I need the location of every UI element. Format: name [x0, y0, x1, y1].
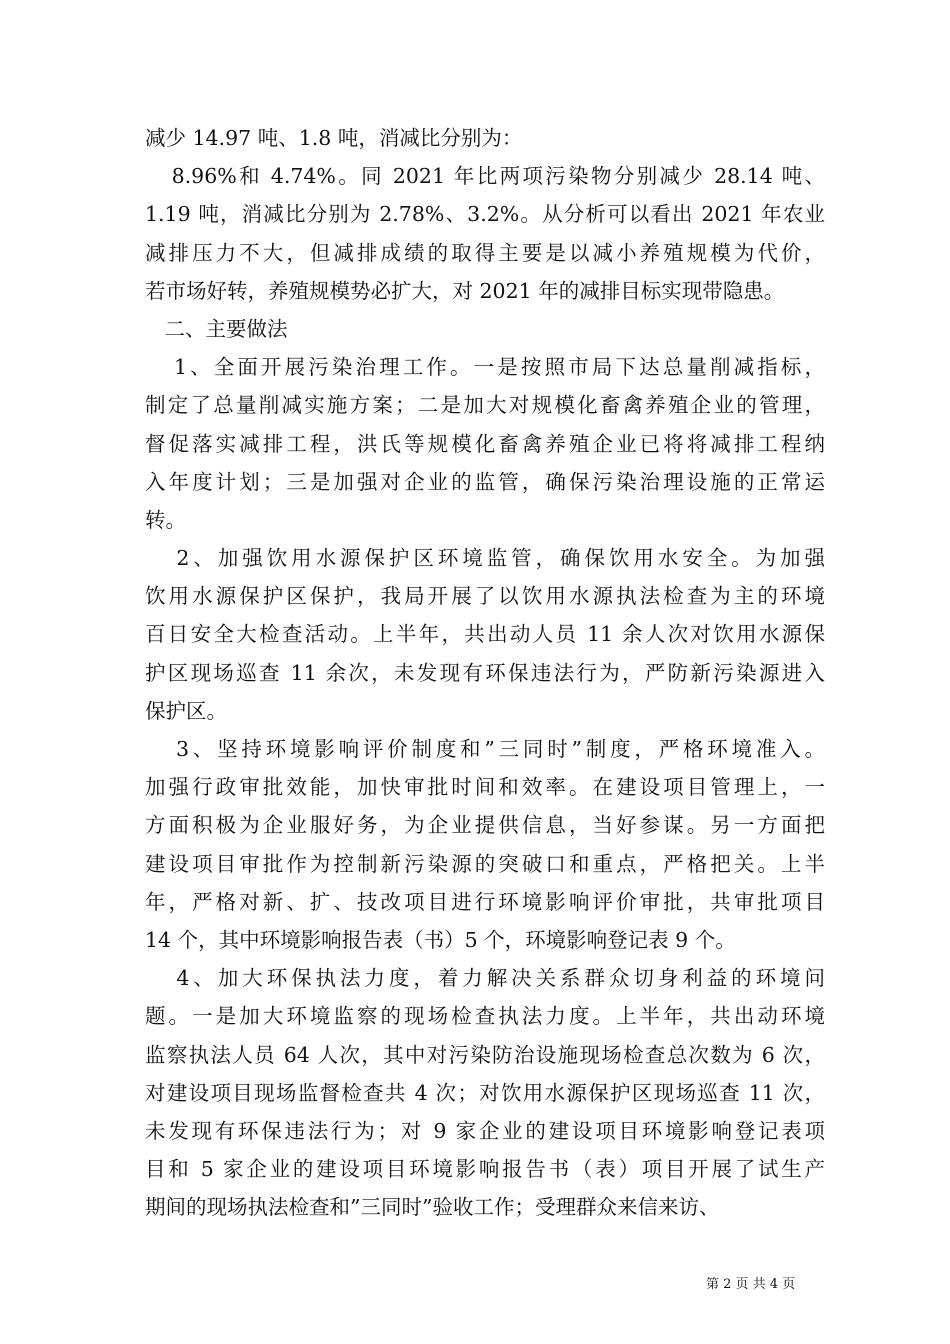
text-line: 督促落实减排工程，洪氏等规模化畜禽养殖企业已将将减排工程纳: [145, 431, 825, 456]
text-line: 目和 5 家企业的建设项目环境影响报告书（表）项目开展了试生产: [145, 1157, 825, 1182]
text-line: 期间的现场执法检查和”三同时”验收工作；受理群众来信来访、: [145, 1195, 720, 1220]
text-line: 转。: [145, 507, 186, 532]
text-line: 入年度计划；三是加强对企业的监管，确保污染治理设施的正常运: [145, 469, 825, 494]
text-line: 建设项目审批作为控制新污染源的突破口和重点，严格把关。上半: [145, 851, 825, 876]
text-line: 减排压力不大，但减排成绩的取得主要是以减小养殖规模为代价，: [145, 240, 825, 265]
text-line: 题。一是加大环境监察的现场检查执法力度。上半年，共出动环境: [145, 1004, 825, 1029]
text-line: 护区现场巡查 11 余次，未发现有环保违法行为，严防新污染源进入: [145, 660, 825, 685]
text-line: 监察执法人员 64 人次，其中对污染防治设施现场检查总次数为 6 次，: [145, 1042, 825, 1067]
text-line: 1.19 吨，消减比分别为 2.78%、3.2%。从分析可以看出 2021 年农业: [145, 202, 825, 227]
text-line: 若市场好转，养殖规模势必扩大，对 2021 年的减排目标实现带隐患。: [145, 278, 785, 303]
text-line: 未发现有环保违法行为；对 9 家企业的建设项目环境影响登记表项: [145, 1118, 825, 1143]
text-line: 14 个，其中环境影响报告表（书）5 个，环境影响登记表 9 个。: [145, 927, 736, 952]
text-line: 方面积极为企业服好务，为企业提供信息，当好参谋。另一方面把: [145, 813, 825, 838]
text-line: 饮用水源保护区保护，我局开展了以饮用水源执法检查为主的环境: [145, 584, 825, 609]
text-line: 制定了总量削减实施方案；二是加大对规模化畜禽养殖企业的管理，: [145, 393, 825, 418]
text-line: 1、全面开展污染治理工作。一是按照市局下达总量削减指标，: [145, 355, 825, 380]
text-line: 加强行政审批效能，加快审批时间和效率。在建设项目管理上，一: [145, 775, 825, 800]
text-line: 保护区。: [145, 698, 227, 723]
text-line: 2、加强饮用水源保护区环境监管，确保饮用水安全。为加强: [145, 546, 825, 571]
text-line: 百日安全大检查活动。上半年，共出动人员 11 余人次对饮用水源保: [145, 622, 825, 647]
text-line: 4、加大环保执法力度，着力解决关系群众切身利益的环境问: [145, 966, 825, 991]
text-line: 减少 14.97 吨、1.8 吨，消减比分别为：: [145, 126, 523, 150]
text-line: 年，严格对新、扩、技改项目进行环境影响评价审批，共审批项目: [145, 889, 825, 914]
text-line: 3、坚持环境影响评价制度和”三同时”制度，严格环境准入。: [145, 737, 825, 761]
text-line: 对建设项目现场监督检查共 4 次；对饮用水源保护区现场巡查 11 次，: [145, 1080, 825, 1105]
text-line: 二、主要做法: [145, 316, 288, 341]
text-line: 8.96%和 4.74%。同 2021 年比两项污染物分别减少 28.14 吨、: [145, 164, 825, 189]
body-text: [145, 119, 825, 1226]
page-number: 第 2 页 共 4 页: [706, 1277, 796, 1292]
